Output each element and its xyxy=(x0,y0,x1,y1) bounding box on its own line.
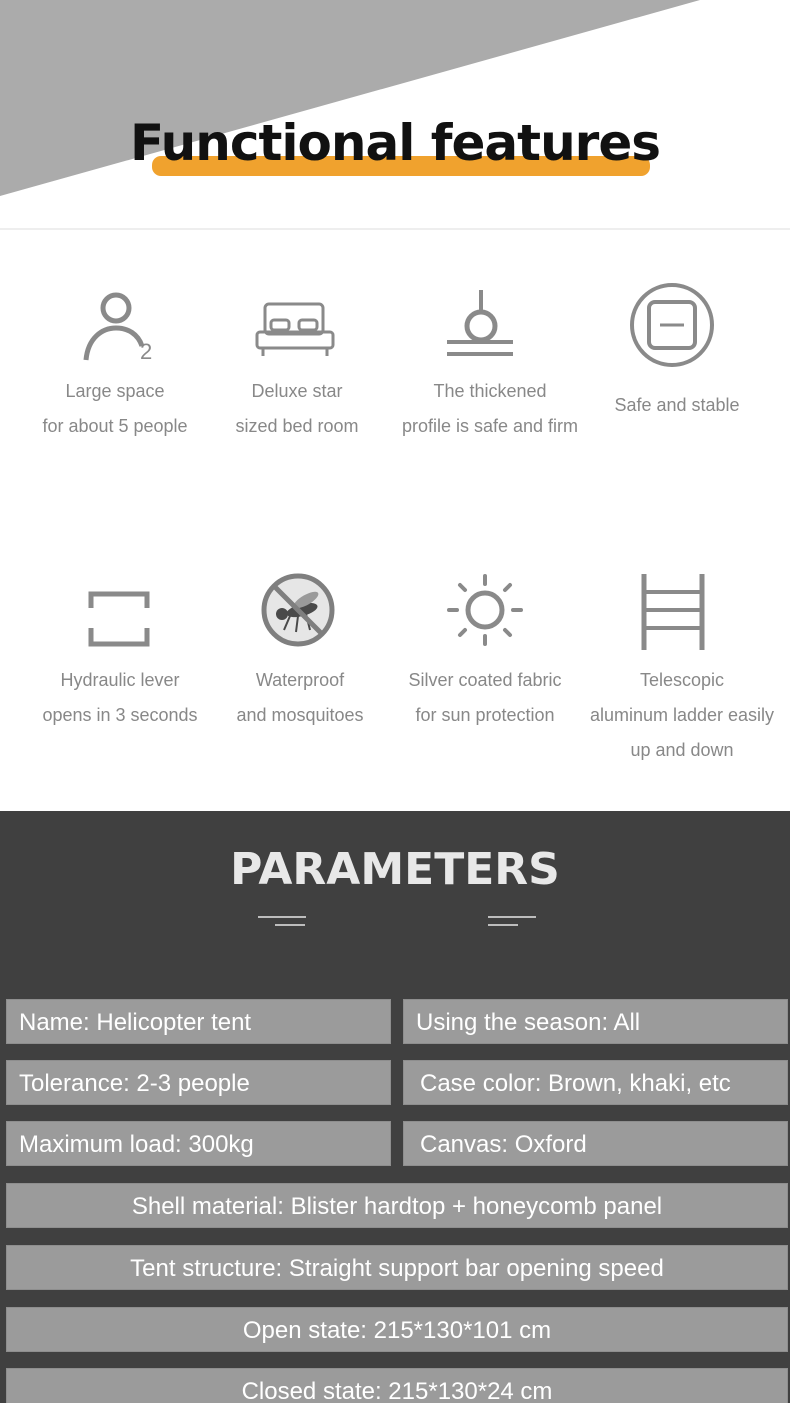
feature-label-line1: Safe and stable xyxy=(614,395,740,415)
bracket-icon xyxy=(87,590,153,650)
title-block xyxy=(0,112,790,182)
feature-label-line2: for sun protection xyxy=(415,705,555,725)
feature-label-line1: Silver coated fabric xyxy=(408,670,562,690)
person-icon xyxy=(78,288,158,368)
feature-label-line2: sized bed room xyxy=(235,416,359,436)
param-tent-structure: Tent structure: Straight support bar opening speed xyxy=(6,1245,788,1290)
title-decoration-line xyxy=(488,916,536,918)
parameters-section xyxy=(0,811,790,1403)
param-canvas: Canvas: Oxford xyxy=(403,1121,788,1166)
param-max-load: Maximum load: 300kg xyxy=(6,1121,391,1166)
feature-label-line3: up and down xyxy=(630,740,734,760)
feature-label-line2: aluminum ladder easily xyxy=(589,705,775,725)
param-season: Using the season: All xyxy=(403,999,788,1044)
header-section xyxy=(0,0,790,228)
page-title: Functional features xyxy=(130,114,660,172)
feature-label-line2: profile is safe and firm xyxy=(401,416,579,436)
feature-label-line2: and mosquitoes xyxy=(236,705,364,725)
sun-icon xyxy=(445,574,525,646)
title-decoration-line xyxy=(488,924,518,926)
badge-number: 2 xyxy=(140,339,153,364)
param-tolerance: Tolerance: 2-3 people xyxy=(6,1060,391,1105)
feature-label-line1: Telescopic xyxy=(639,670,725,690)
feature-label-line1: Waterproof xyxy=(255,670,345,690)
parameters-title: PARAMETERS xyxy=(230,844,560,895)
title-decoration-line xyxy=(275,924,305,926)
feature-label-line1: The thickened xyxy=(433,381,547,401)
param-closed-state: Closed state: 215*130*24 cm xyxy=(6,1368,788,1403)
title-decoration-line xyxy=(258,916,306,918)
feature-label-line1: Hydraulic lever xyxy=(60,670,180,690)
param-shell-material: Shell material: Blister hardtop + honeycomb panel xyxy=(6,1183,788,1228)
ladder-icon xyxy=(638,572,710,654)
stable-icon xyxy=(628,282,718,372)
param-open-state: Open state: 215*130*101 cm xyxy=(6,1307,788,1352)
bed-icon xyxy=(255,300,337,360)
feature-label-line1: Large space xyxy=(65,381,165,401)
feature-label-line2: opens in 3 seconds xyxy=(42,705,198,725)
profile-icon xyxy=(443,288,517,370)
param-case-color: Case color: Brown, khaki, etc xyxy=(403,1060,788,1105)
no-mosquito-icon xyxy=(260,572,340,652)
feature-label-line1: Deluxe star xyxy=(251,381,343,401)
param-name: Name: Helicopter tent xyxy=(6,999,391,1044)
divider xyxy=(0,228,790,230)
feature-label-line2: for about 5 people xyxy=(42,416,188,436)
